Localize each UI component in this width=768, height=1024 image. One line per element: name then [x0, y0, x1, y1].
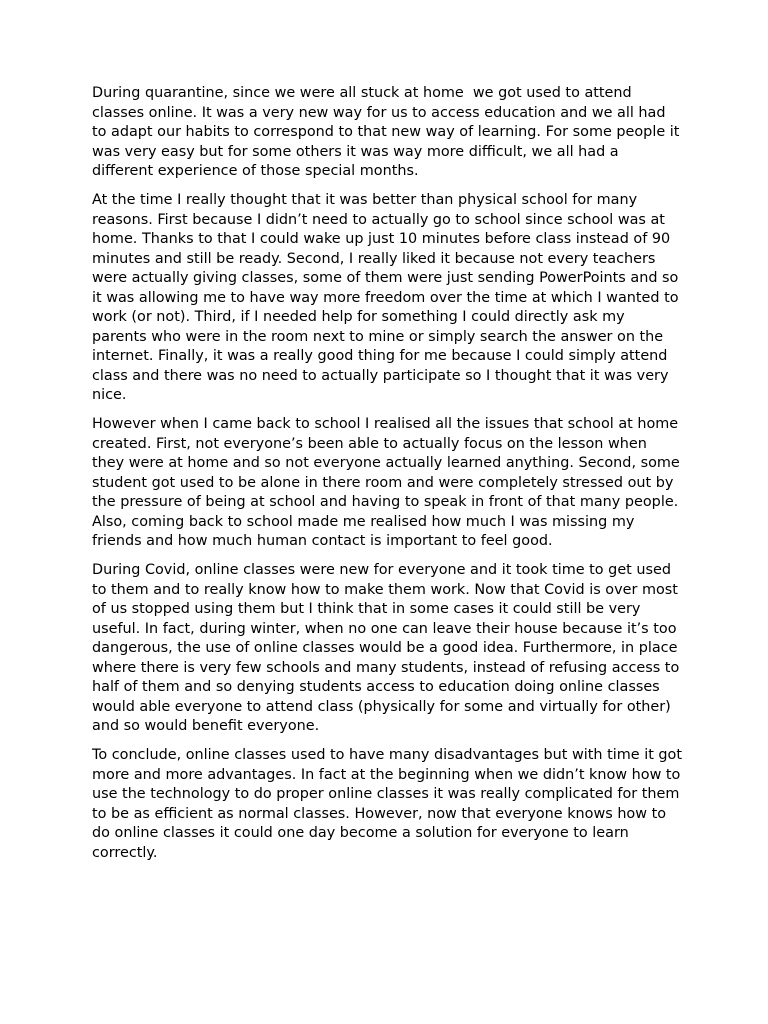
paragraph-covid-future: During Covid, online classes were new for everyone and it took time to get used to them and to really know how to make them work. Now that Covid is over most of us stopped using them but I think that in some cases it could still be very useful. In fact, during winter, when no one can leave their house because it’s too dangerous, the use of online classes would be a good idea. Furthermore, in place where there is very few schools and many students, instead of refusing access to half of them and so denying students access to education doing online classes would able everyone to attend class (physically for some and virtually for other) and so would benefit everyone. [92, 562, 684, 734]
paragraph-issues: However when I came back to school I realised all the issues that school at home created. First, not everyone’s been able to actually focus on the lesson when they were at home and so not everyone actually learned anything. Second, some student got used to be alone in there room and were completely stressed out by the pressure of being at school and having to speak in front of that many people. Also, coming back to school made me realised how much I was missing my friends and how much human contact is important to feel good. [92, 416, 685, 549]
paragraph-quarantine-intro: During quarantine, since we were all stuck at home we got used to attend classes online. It was a very new way for us to access education and we all had to adapt our habits to correspond to that new way of learning. For some people it was very easy but for some others it was way more difficult, we all had a different experience of those special months. [92, 85, 684, 179]
paragraph-conclusion: To conclude, online classes used to have many disadvantages but with time it got more and more advantages. In fact at the beginning when we didn’t know how to use the technology to do proper online classes it was really complicated for them to be as efficient as normal classes. However, now that everyone knows how to do online classes it could one day become a solution for everyone to learn correctly. [92, 747, 687, 861]
document-body [92, 84, 687, 873]
paragraph-benefits: At the time I really thought that it was better than physical school for many reasons. First because I didn’t need to actually go to school since school was at home. Thanks to that I could wake up just 10 minutes before class instead of 90 minutes and still be ready. Second, I really liked it because not every teachers were actually giving classes, some of them were just sending PowerPoints and so it was allowing me to have way more freedom over the time at which I wanted to work (or not). Third, if I needed help for something I could directly ask my parents who were in the room next to mine or simply search the answer on the internet. Finally, it was a really good thing for me because I could simply attend class and there was no need to actually participate so I thought that it was very nice. [92, 192, 684, 403]
